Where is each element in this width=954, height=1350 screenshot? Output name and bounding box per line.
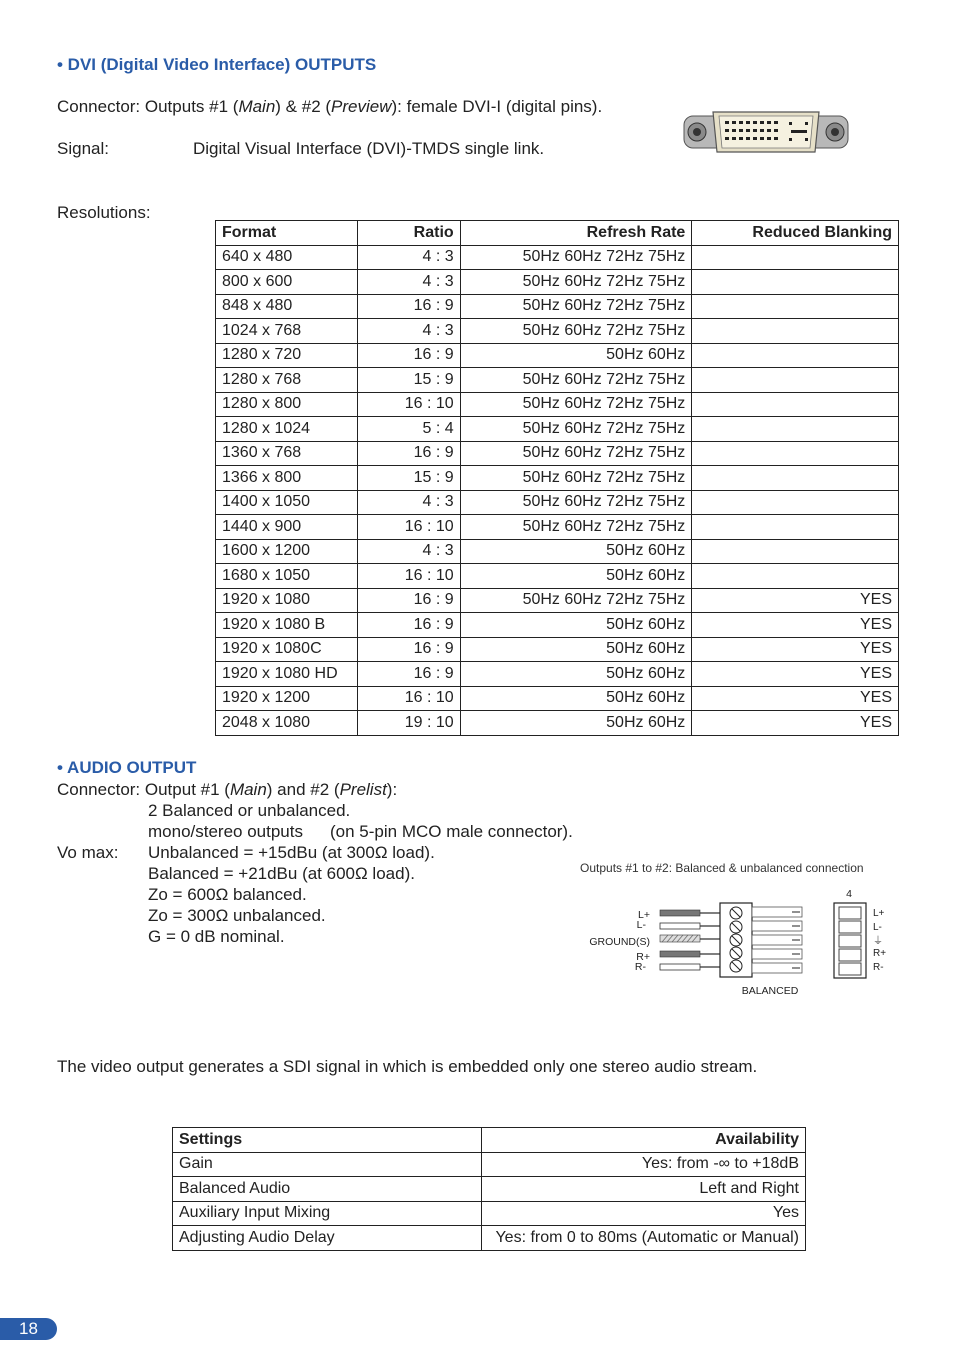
table-row [173,1177,806,1202]
format-cell: 1920 x 1200 [216,686,358,711]
refresh-rate-cell: 50Hz 60Hz [460,662,692,687]
table-row [216,637,899,662]
setting-name: Adjusting Audio Delay [173,1226,482,1251]
audio-heading: • AUDIO OUTPUT [57,758,197,777]
male-pin-label: R- [873,962,884,973]
refresh-rate-cell: 50Hz 60Hz 72Hz 75Hz [460,441,692,466]
pin-label-ground: GROUND(S) [589,936,650,948]
format-cell: 1920 x 1080 [216,588,358,613]
table-row [216,539,899,564]
refresh-rate-cell: 50Hz 60Hz [460,613,692,638]
col-availability: Availability [482,1128,806,1153]
reduced-blanking-cell: YES [692,711,899,736]
ratio-cell: 4 : 3 [357,490,460,515]
audio-balanced-line: 2 Balanced or unbalanced. [148,801,351,820]
reduced-blanking-cell [692,245,899,270]
ground-symbol-icon: ⏚ [873,936,883,947]
audio-mco-line: (on 5-pin MCO male connector). [330,822,573,841]
resolutions-label: Resolutions: [57,203,151,222]
refresh-rate-cell: 50Hz 60Hz 72Hz 75Hz [460,245,692,270]
refresh-rate-cell: 50Hz 60Hz 72Hz 75Hz [460,319,692,344]
format-cell: 1920 x 1080C [216,637,358,662]
table-row [173,1226,806,1251]
setting-name: Auxiliary Input Mixing [173,1201,482,1226]
reduced-blanking-cell [692,466,899,491]
refresh-rate-cell: 50Hz 60Hz [460,686,692,711]
format-cell: 1680 x 1050 [216,564,358,589]
signal-value: Digital Visual Interface (DVI)-TMDS single link. [193,139,545,158]
setting-availability: Left and Right [482,1177,806,1202]
table-row [216,417,899,442]
setting-availability: Yes [482,1201,806,1226]
diagram-caption: Outputs #1 to #2: Balanced & unbalanced connection [580,861,864,875]
ratio-cell: 16 : 9 [357,588,460,613]
format-cell: 2048 x 1080 [216,711,358,736]
audio-connector-prefix: Connector: Output #1 ( [57,780,230,799]
refresh-rate-cell: 50Hz 60Hz [460,343,692,368]
ratio-cell: 5 : 4 [357,417,460,442]
ratio-cell: 15 : 9 [357,466,460,491]
reduced-blanking-cell [692,539,899,564]
format-cell: 640 x 480 [216,245,358,270]
audio-connector-suffix: ): [386,780,398,799]
reduced-blanking-cell [692,564,899,589]
reduced-blanking-cell [692,319,899,344]
refresh-rate-cell: 50Hz 60Hz 72Hz 75Hz [460,392,692,417]
vo-line: Balanced = +21dBu (at 600Ω load). [148,864,415,883]
setting-name: Balanced Audio [173,1177,482,1202]
col-reduced-blanking: Reduced Blanking [692,221,899,246]
ratio-cell: 16 : 9 [357,294,460,319]
reduced-blanking-cell: YES [692,662,899,687]
ratio-cell: 16 : 9 [357,637,460,662]
reduced-blanking-cell: YES [692,637,899,662]
ratio-cell: 16 : 10 [357,515,460,540]
dvi-heading: • DVI (Digital Video Interface) OUTPUTS [57,55,377,74]
setting-availability: Yes: from -∞ to +18dB [482,1152,806,1177]
table-row [216,588,899,613]
dvi-connector-preview: Preview [331,97,392,116]
audio-wiring-diagram [580,885,890,1000]
dvi-connector-suffix: ): female DVI-I (digital pins). [391,97,603,116]
format-cell: 1600 x 1200 [216,539,358,564]
dvi-connector-main: Main [238,97,276,116]
dvi-connector-line [57,97,602,117]
audio-connector-prelist: Prelist [339,780,387,799]
reduced-blanking-cell [692,368,899,393]
table-row [216,711,899,736]
refresh-rate-cell: 50Hz 60Hz 72Hz 75Hz [460,368,692,393]
pin-label-r-minus: R- [634,961,646,973]
refresh-rate-cell: 50Hz 60Hz 72Hz 75Hz [460,417,692,442]
refresh-rate-cell: 50Hz 60Hz [460,539,692,564]
signal-label: Signal: [57,139,109,158]
refresh-rate-cell: 50Hz 60Hz 72Hz 75Hz [460,490,692,515]
ratio-cell: 4 : 3 [357,270,460,295]
table-row [216,294,899,319]
table-row [216,490,899,515]
format-cell: 1280 x 768 [216,368,358,393]
resolutions-header-row [216,221,899,246]
ratio-cell: 16 : 10 [357,564,460,589]
dvi-connector-icon [683,110,849,156]
vo-line: Zo = 600Ω balanced. [148,885,307,904]
reduced-blanking-cell [692,417,899,442]
ratio-cell: 16 : 9 [357,613,460,638]
table-row [173,1201,806,1226]
ratio-cell: 16 : 9 [357,441,460,466]
settings-header-row [173,1128,806,1153]
format-cell: 1400 x 1050 [216,490,358,515]
ratio-cell: 16 : 9 [357,343,460,368]
table-row [216,466,899,491]
format-cell: 1280 x 1024 [216,417,358,442]
table-row [216,441,899,466]
table-row [216,368,899,393]
vo-line: Unbalanced = +15dBu (at 300Ω load). [148,843,435,862]
table-row [216,270,899,295]
table-row [216,343,899,368]
reduced-blanking-cell [692,392,899,417]
reduced-blanking-cell [692,270,899,295]
table-row [216,613,899,638]
refresh-rate-cell: 50Hz 60Hz [460,637,692,662]
audio-connector-main: Main [229,780,267,799]
table-row [216,686,899,711]
ratio-cell: 4 : 3 [357,539,460,564]
format-cell: 1024 x 768 [216,319,358,344]
reduced-blanking-cell: YES [692,686,899,711]
table-row [216,662,899,687]
pin-label-l-minus: L- [636,919,646,931]
refresh-rate-cell: 50Hz 60Hz 72Hz 75Hz [460,270,692,295]
audio-settings-table [172,1127,806,1251]
refresh-rate-cell: 50Hz 60Hz 72Hz 75Hz [460,466,692,491]
refresh-rate-cell: 50Hz 60Hz 72Hz 75Hz [460,515,692,540]
ratio-cell: 4 : 3 [357,245,460,270]
table-row [216,245,899,270]
table-row [216,392,899,417]
reduced-blanking-cell [692,441,899,466]
format-cell: 1280 x 720 [216,343,358,368]
male-pin-label: L+ [873,908,885,919]
refresh-rate-cell: 50Hz 60Hz [460,711,692,736]
table-row [216,319,899,344]
pin-label-r-plus: R+ [636,951,650,963]
ratio-cell: 16 : 10 [357,392,460,417]
reduced-blanking-cell [692,490,899,515]
format-cell: 1920 x 1080 B [216,613,358,638]
ratio-cell: 19 : 10 [357,711,460,736]
col-format: Format [216,221,358,246]
format-cell: 1440 x 900 [216,515,358,540]
audio-connector-mid: ) and #2 ( [266,780,340,799]
ratio-cell: 16 : 9 [357,662,460,687]
male-pin-label: L- [873,922,882,933]
male-pin-label: R+ [873,948,887,959]
col-settings: Settings [173,1128,482,1153]
reduced-blanking-cell: YES [692,588,899,613]
vo-line: Zo = 300Ω unbalanced. [148,906,326,925]
dvi-connector-prefix: Connector: Outputs #1 ( [57,97,239,116]
reduced-blanking-cell [692,294,899,319]
vo-max-label: Vo max: [57,843,119,862]
balanced-label: BALANCED [741,985,799,997]
setting-name: Gain [173,1152,482,1177]
refresh-rate-cell: 50Hz 60Hz [460,564,692,589]
ratio-cell: 15 : 9 [357,368,460,393]
audio-mono-line: mono/stereo outputs [148,822,303,841]
resolutions-table [215,220,899,736]
sdi-note: The video output generates a SDI signal in which is embedded only one stereo audio stream. [57,1057,758,1076]
dvi-connector-mid: ) & #2 ( [275,97,332,116]
format-cell: 1280 x 800 [216,392,358,417]
format-cell: 848 x 480 [216,294,358,319]
ratio-cell: 4 : 3 [357,319,460,344]
refresh-rate-cell: 50Hz 60Hz 72Hz 75Hz [460,588,692,613]
col-refresh-rate: Refresh Rate [460,221,692,246]
refresh-rate-cell: 50Hz 60Hz 72Hz 75Hz [460,294,692,319]
table-row [216,515,899,540]
pin-label-l-plus: L+ [638,909,650,921]
format-cell: 1920 x 1080 HD [216,662,358,687]
table-row [216,564,899,589]
reduced-blanking-cell [692,515,899,540]
col-ratio: Ratio [357,221,460,246]
reduced-blanking-cell: YES [692,613,899,638]
reduced-blanking-cell [692,343,899,368]
page-number: 18 [0,1318,57,1340]
format-cell: 1366 x 800 [216,466,358,491]
vo-line: G = 0 dB nominal. [148,927,285,946]
audio-connector-line [57,780,397,800]
format-cell: 800 x 600 [216,270,358,295]
table-row [173,1152,806,1177]
format-cell: 1360 x 768 [216,441,358,466]
connector-number: 4 [846,888,852,900]
ratio-cell: 16 : 10 [357,686,460,711]
setting-availability: Yes: from 0 to 80ms (Automatic or Manual) [482,1226,806,1251]
